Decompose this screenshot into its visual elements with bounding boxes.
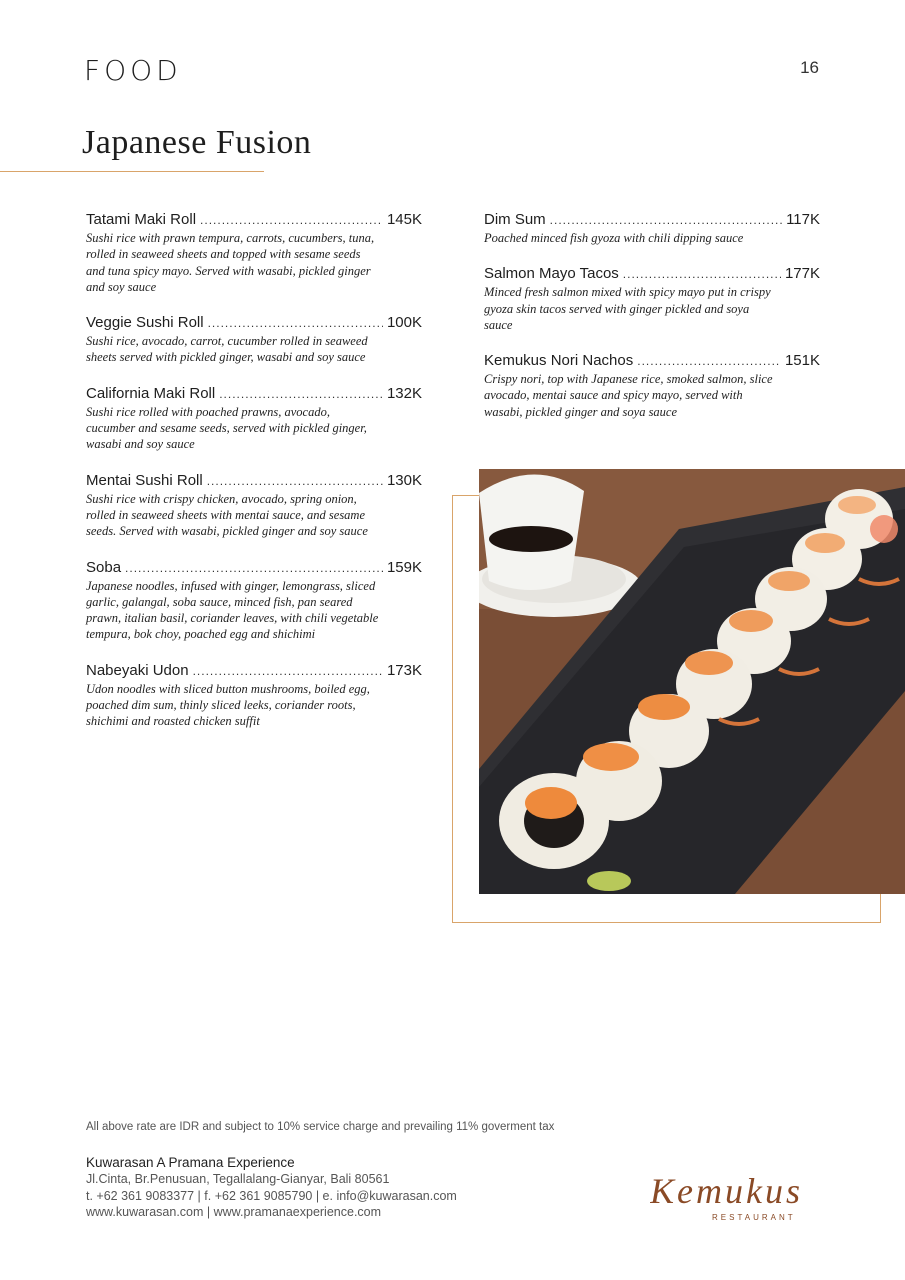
- title-underline: [0, 171, 264, 172]
- item-price: 100K: [386, 314, 422, 332]
- item-name: Kemukus Nori Nachos: [484, 352, 634, 370]
- item-price: 177K: [784, 265, 820, 283]
- leader-dots: [125, 558, 383, 578]
- item-description: Crispy nori, top with Japanese rice, smoked salmon, slice avocado, mentai sauce and spicy mayo, served with wasabi, pickled ginger and soya sauce: [484, 372, 773, 419]
- menu-item: [86, 384, 422, 453]
- item-name: Veggie Sushi Roll: [86, 314, 204, 332]
- menu-item: [484, 264, 820, 333]
- leader-dots: [200, 210, 383, 230]
- leader-dots: [208, 313, 383, 333]
- sushi-roll-photo: [479, 469, 905, 894]
- item-price: 132K: [386, 384, 422, 402]
- item-description: Japanese noodles, infused with ginger, lemongrass, sliced garlic, galangal, soba sauce, minced fish, pan seared prawn, italian basil, coriander leaves, with chili vegetable tempura, bok choy, poached egg and shichimi: [86, 578, 379, 642]
- page-number: 16: [800, 58, 819, 77]
- menu-column-left: [86, 210, 422, 748]
- company-website: www.kuwarasan.com | www.pramanaexperience.com: [86, 1205, 382, 1219]
- leader-dots: [623, 264, 781, 284]
- menu-item: [86, 313, 422, 366]
- svg-text:Kemukus: Kemukus: [650, 1171, 803, 1211]
- company-info: [86, 1154, 457, 1221]
- item-description: Sushi rice rolled with poached prawns, avocado, cucumber and sesame seeds, served with pickled ginger, wasabi and soy sauce: [86, 404, 367, 452]
- item-description: Sushi rice with prawn tempura, carrots, cucumbers, tuna, rolled in seaweed sheets and topped with sesame seeds and tuna spicy mayo. Served with wasabi, pickled ginger and soy sauce: [86, 231, 375, 294]
- company-address: Jl.Cinta, Br.Penusuan, Tegallalang-Gianyar, Bali 80561: [86, 1172, 390, 1186]
- tax-footnote: All above rate are IDR and subject to 10% service charge and prevailing 11% goverment tax: [86, 1121, 555, 1133]
- item-description: Poached minced fish gyoza with chili dipping sauce: [484, 231, 744, 245]
- item-name: Mentai Sushi Roll: [86, 471, 203, 489]
- item-price: 145K: [386, 211, 422, 228]
- leader-dots: [550, 210, 782, 230]
- item-description: Sushi rice with crispy chicken, avocado, spring onion, rolled in seaweed sheets with mentai sauce, and sesame seeds. Served with wasabi, pickled ginger and soy sauce: [86, 491, 368, 539]
- item-price: 117K: [786, 211, 820, 228]
- leader-dots: [637, 351, 781, 371]
- menu-item: [86, 210, 422, 295]
- menu-item: [86, 471, 422, 540]
- menu-column-right: [484, 210, 820, 438]
- svg-text:RESTAURANT: RESTAURANT: [712, 1213, 796, 1222]
- item-name: Nabeyaki Udon: [86, 661, 189, 679]
- item-price: 151K: [784, 352, 820, 370]
- kemukus-restaurant-logo: [650, 1165, 825, 1225]
- item-price: 159K: [386, 558, 422, 576]
- menu-item: [86, 661, 422, 730]
- item-name: Dim Sum: [484, 211, 546, 228]
- company-name: Kuwarasan A Pramana Experience: [86, 1155, 295, 1170]
- item-name: California Maki Roll: [86, 384, 216, 402]
- menu-item: [484, 351, 820, 420]
- company-contact: t. +62 361 9083377 | f. +62 361 9085790 | e. info@kuwarasan.com: [86, 1188, 457, 1203]
- item-name: Soba: [86, 558, 122, 576]
- item-price: 173K: [386, 661, 422, 679]
- item-description: Udon noodles with sliced button mushrooms, boiled egg, poached dim sum, thinly sliced leeks, coriander roots, shichimi and roasted chicken suffit: [86, 681, 370, 729]
- menu-item: [86, 558, 422, 643]
- item-description: Minced fresh salmon mixed with spicy mayo put in crispy gyoza skin tacos served with ginger pickled and soya sauce: [484, 285, 771, 332]
- menu-item: [484, 210, 820, 246]
- category-title: Japanese Fusion: [82, 124, 312, 161]
- leader-dots: [193, 661, 383, 681]
- item-description: Sushi rice, avocado, carrot, cucumber rolled in seaweed sheets served with pickled ginger, wasabi and soy sauce: [86, 334, 368, 365]
- leader-dots: [207, 471, 383, 491]
- item-price: 130K: [386, 471, 422, 489]
- leader-dots: [219, 384, 383, 404]
- section-title: FOOD: [84, 54, 182, 87]
- item-name: Tatami Maki Roll: [86, 211, 197, 228]
- item-name: Salmon Mayo Tacos: [484, 265, 619, 283]
